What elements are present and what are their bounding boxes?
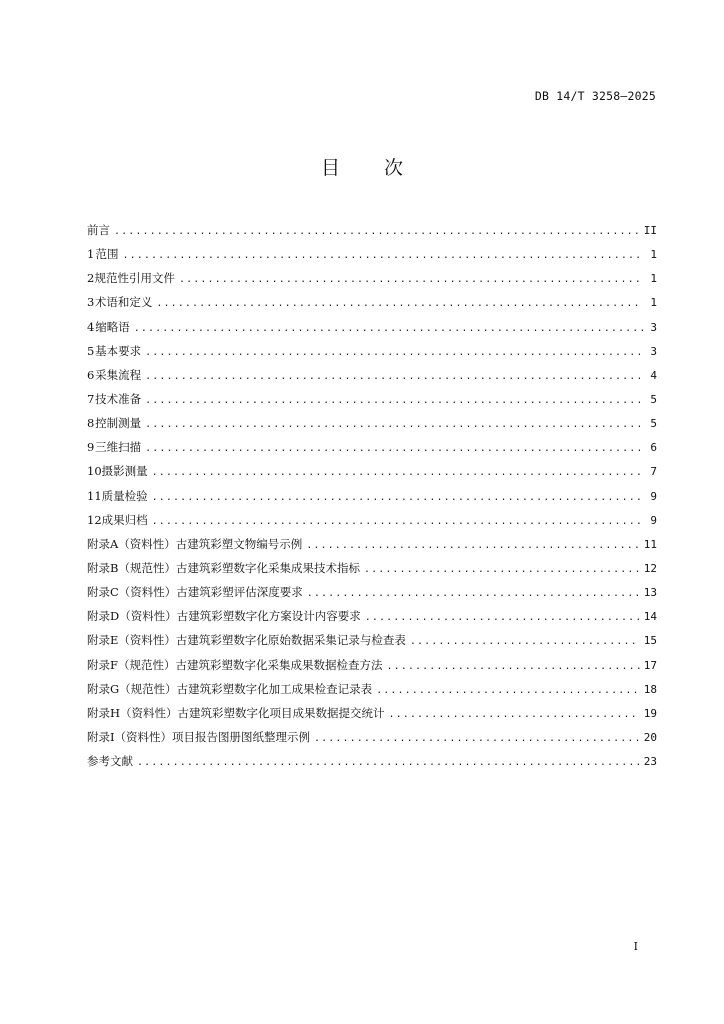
toc-entry-appendix-e[interactable]: [87, 628, 657, 652]
toc-leader: [179, 268, 643, 292]
toc-entry-number: 8: [87, 416, 95, 431]
toc-entry-page: 1: [650, 272, 657, 286]
toc-leader: [114, 220, 640, 244]
toc-entry-number: 9: [87, 440, 95, 455]
title-char-2: 次: [384, 157, 404, 179]
toc-entry-number: 12: [87, 512, 102, 527]
toc-entry-6[interactable]: [87, 363, 657, 387]
toc-entry-page: 14: [643, 610, 657, 624]
toc-entry-label: 采集流程: [95, 367, 142, 382]
toc-entry-page: 3: [650, 344, 657, 358]
toc-entry-5[interactable]: [87, 339, 657, 363]
toc-entry-foreword[interactable]: [87, 218, 657, 242]
toc-entry-10[interactable]: [87, 459, 657, 483]
toc-entry-4[interactable]: [87, 315, 657, 339]
toc-entry-appendix-f[interactable]: [87, 653, 657, 677]
toc-leader: [152, 461, 643, 485]
toc-leader: [145, 437, 643, 461]
page-number: I: [633, 940, 638, 953]
toc-entry-appendix-c[interactable]: [87, 580, 657, 604]
toc-leader: [156, 292, 643, 316]
toc-entry-page: 19: [643, 706, 657, 720]
toc-entry-page: 11: [643, 537, 657, 551]
toc-entry-page: 6: [650, 441, 657, 455]
toc-entry-9[interactable]: [87, 435, 657, 459]
toc-leader: [145, 413, 643, 437]
toc-entry-label: 规范性引用文件: [94, 271, 176, 286]
toc-entry-1[interactable]: [87, 242, 657, 266]
toc-entry-page: 5: [650, 417, 657, 431]
toc-entry-appendix-d[interactable]: [87, 604, 657, 628]
toc-entry-7[interactable]: [87, 387, 657, 411]
toc-entry-page: 9: [650, 489, 657, 503]
toc-leader: [152, 510, 643, 534]
toc-leader: [145, 365, 643, 389]
toc-entry-page: 4: [650, 368, 657, 382]
toc-entry-number: 7: [87, 391, 95, 406]
toc-leader: [145, 389, 643, 413]
toc-entry-appendix-b[interactable]: [87, 556, 657, 580]
toc-entry-bibliography[interactable]: [87, 749, 657, 773]
toc-entry-page: 1: [650, 296, 657, 310]
toc-entry-label: 成果归档: [101, 512, 148, 527]
toc-entry-page: 13: [643, 586, 657, 600]
toc-entry-page: 7: [650, 465, 657, 479]
toc-entry-label: 附录D（资料性）古建筑彩塑数字化方案设计内容要求: [87, 609, 361, 624]
toc-entry-3[interactable]: [87, 290, 657, 314]
toc-leader: [364, 558, 640, 582]
toc-leader: [386, 655, 639, 679]
toc-leader: [152, 486, 643, 510]
toc-entry-page: II: [643, 224, 657, 237]
toc-leader: [307, 582, 640, 606]
toc-leader: [137, 751, 640, 775]
toc-leader: [365, 606, 640, 630]
toc-entry-label: 缩略语: [95, 319, 130, 334]
toc-entry-label: 附录F（规范性）古建筑彩塑数字化采集成果数据检查方法: [87, 657, 383, 672]
toc-entry-page: 1: [650, 248, 657, 262]
toc-leader: [389, 703, 640, 727]
toc-entry-number: 10: [87, 464, 102, 479]
toc-entry-number: 3: [87, 295, 95, 310]
document-code: DB 14/T 3258—2025: [534, 89, 656, 103]
toc-entry-page: 5: [650, 392, 657, 406]
toc-entry-page: 15: [643, 634, 657, 648]
toc-entry-number: 1: [87, 247, 95, 262]
toc-entry-appendix-g[interactable]: [87, 677, 657, 701]
toc-leader: [145, 341, 643, 365]
page-title: [0, 153, 724, 180]
toc-entry-page: 17: [643, 658, 657, 672]
toc-entry-label: 前言: [87, 223, 110, 237]
toc-leader: [410, 630, 640, 654]
toc-entry-number: 5: [87, 343, 95, 358]
toc-entry-label: 质量检验: [101, 488, 148, 503]
toc-entry-label: 参考文献: [87, 754, 133, 769]
toc-entry-label: 附录H（资料性）古建筑彩塑数字化项目成果数据提交统计: [87, 705, 385, 720]
toc-entry-label: 附录E（资料性）古建筑彩塑数字化原始数据采集记录与检查表: [87, 633, 406, 648]
toc-entry-12[interactable]: [87, 508, 657, 532]
toc-entry-label: 三维扫描: [95, 440, 142, 455]
toc-entry-page: 9: [650, 513, 657, 527]
toc-entry-number: 4: [87, 319, 95, 334]
toc-entry-label: 附录G（规范性）古建筑彩塑数字化加工成果检查记录表: [87, 681, 373, 696]
toc-entry-2[interactable]: [87, 266, 657, 290]
toc-entry-11[interactable]: [87, 484, 657, 508]
toc-entry-8[interactable]: [87, 411, 657, 435]
toc-entry-appendix-i[interactable]: [87, 725, 657, 749]
toc-entry-label: 附录A（资料性）古建筑彩塑文物编号示例: [87, 536, 303, 551]
toc-entry-page: 20: [643, 730, 657, 744]
toc-entry-label: 技术准备: [95, 391, 142, 406]
toc-entry-number: 2: [87, 271, 95, 286]
toc-leader: [306, 534, 639, 558]
toc-entry-label: 附录C（资料性）古建筑彩塑评估深度要求: [87, 585, 303, 600]
toc-entry-page: 18: [643, 682, 657, 696]
toc-leader: [122, 244, 643, 268]
toc-entry-label: 控制测量: [95, 416, 142, 431]
toc-entry-number: 6: [87, 367, 95, 382]
toc-entry-number: 11: [87, 488, 102, 503]
toc-entry-page: 3: [650, 320, 657, 334]
toc-entry-label: 附录B（规范性）古建筑彩塑数字化采集成果技术指标: [87, 560, 360, 575]
toc-entry-label: 范围: [95, 247, 119, 262]
toc-entry-appendix-h[interactable]: [87, 701, 657, 725]
title-char-1: 目: [320, 157, 340, 179]
toc-entry-page: 23: [643, 755, 657, 769]
table-of-contents: [87, 218, 657, 773]
toc-leader: [376, 679, 640, 703]
toc-entry-label: 术语和定义: [94, 295, 153, 310]
toc-entry-page: 12: [643, 561, 657, 575]
toc-entry-appendix-a[interactable]: [87, 532, 657, 556]
toc-leader: [134, 317, 643, 341]
toc-leader: [314, 727, 640, 751]
toc-entry-label: 附录I（资料性）项目报告图册图纸整理示例: [87, 729, 311, 744]
toc-entry-label: 摄影测量: [101, 464, 148, 479]
toc-entry-label: 基本要求: [95, 343, 142, 358]
